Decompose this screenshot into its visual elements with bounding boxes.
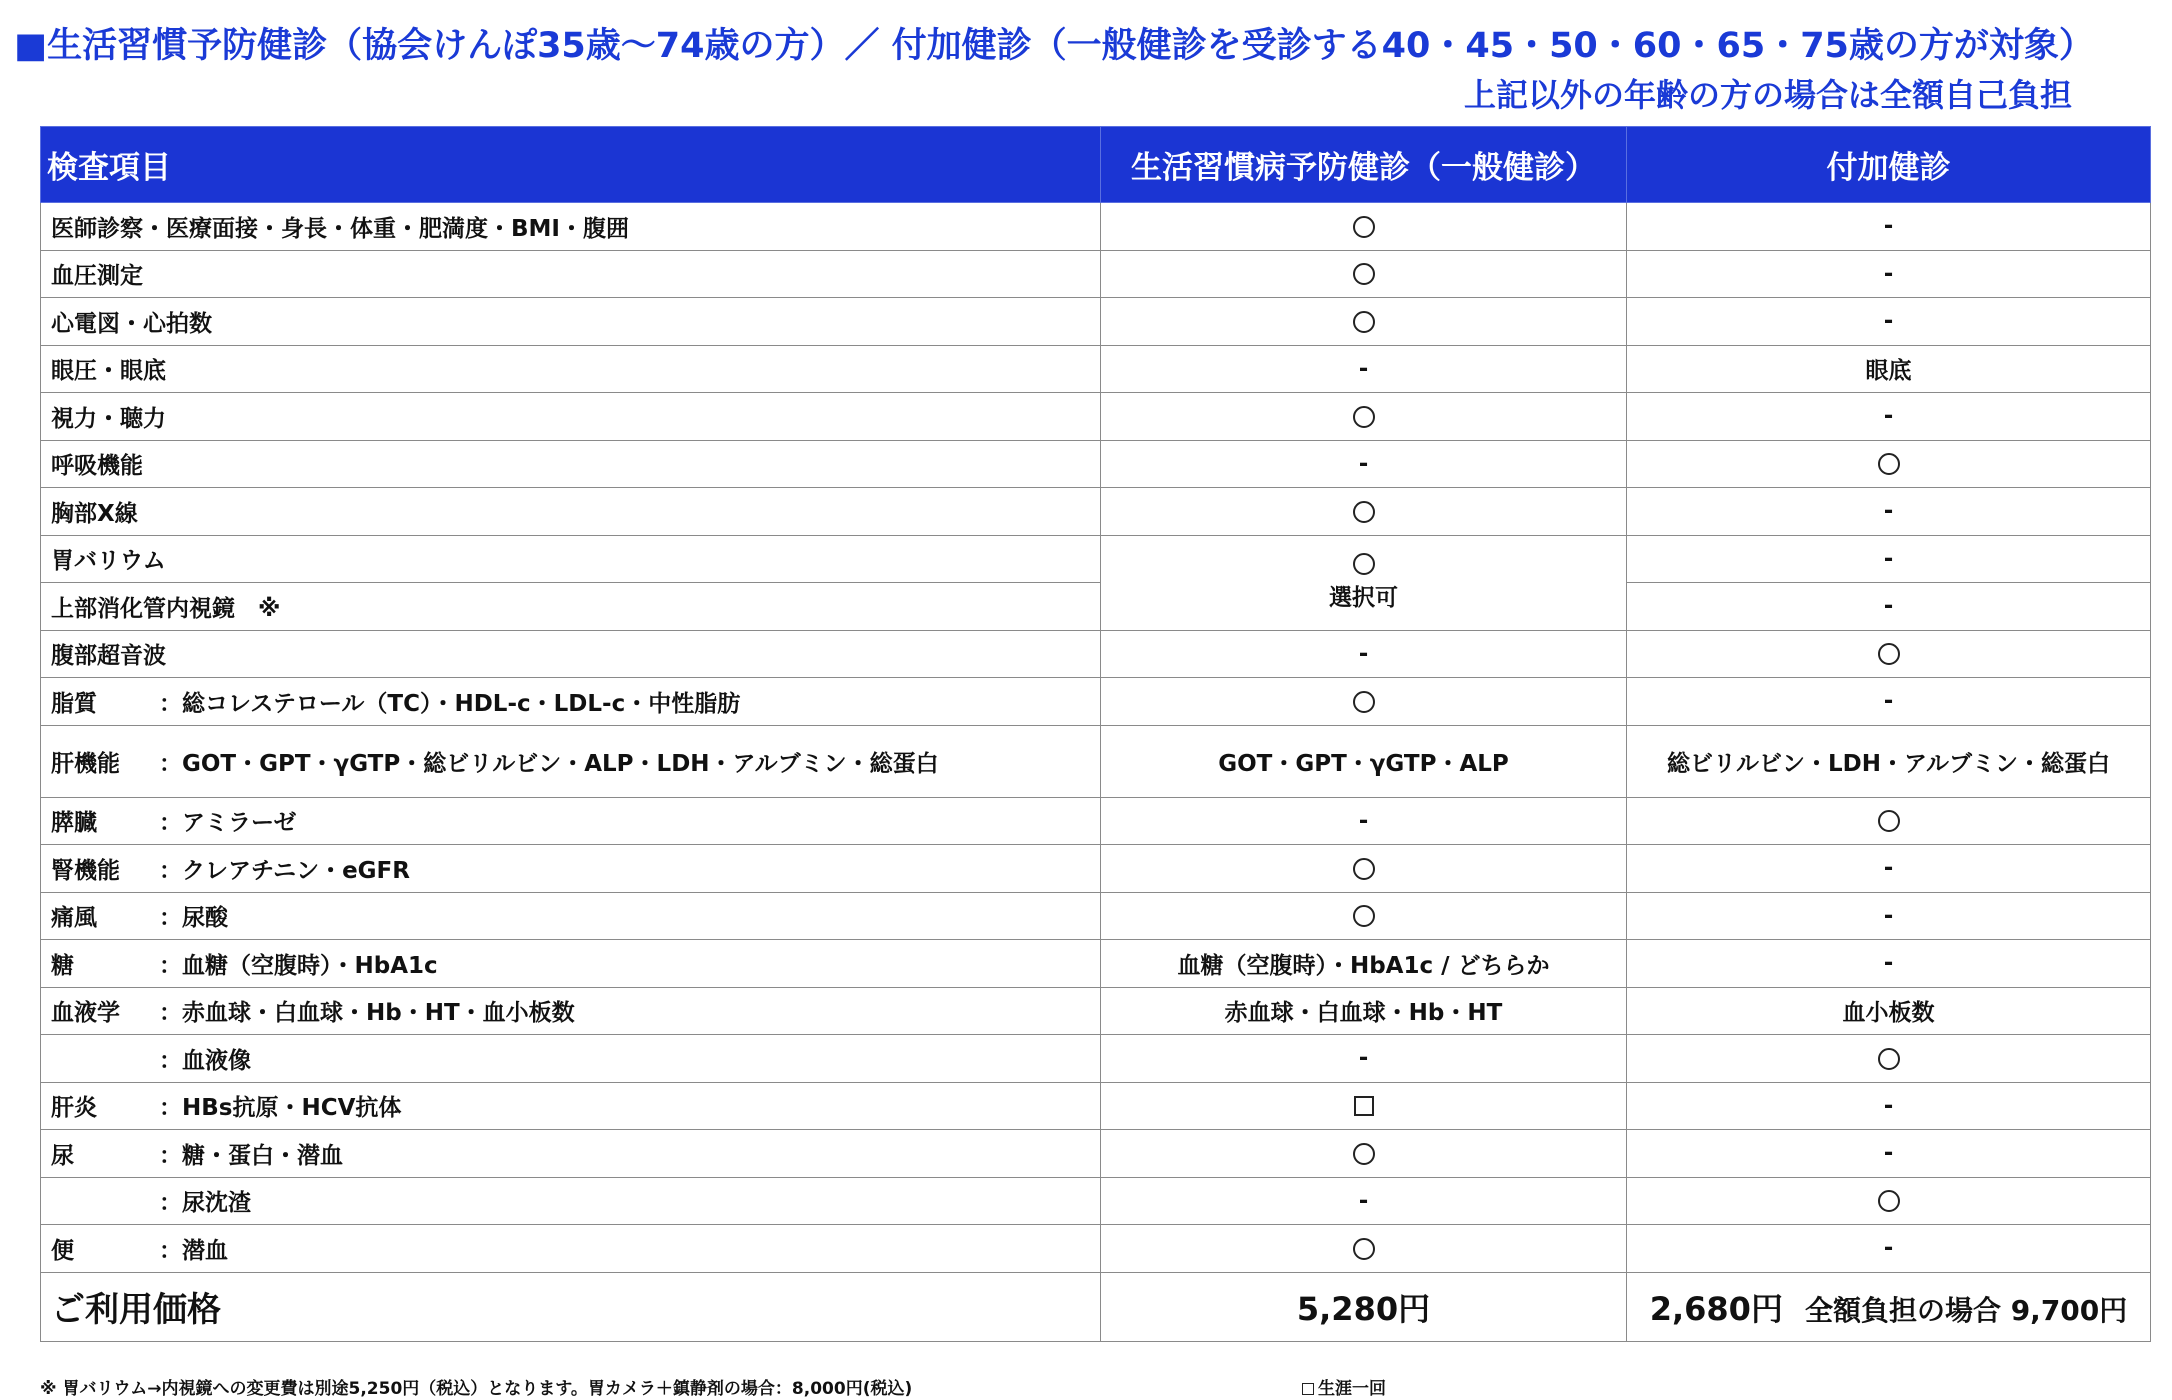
item-category: 呼吸機能 [51, 453, 143, 480]
item-cell [41, 1035, 1101, 1083]
legend [1302, 1374, 1386, 1399]
selectable-note: 選択可 [1329, 585, 1398, 611]
general-cell [1101, 250, 1627, 298]
table-row [41, 250, 2151, 298]
table-row [41, 940, 2151, 988]
item-detail: ：糖・蛋白・潜血 [159, 1142, 343, 1169]
circle-icon [1353, 691, 1375, 713]
item-category: 医師診察・医療面接・身長・体重・肥満度・BMI・腹囲 [51, 215, 629, 242]
table-row [41, 797, 2151, 845]
item-category: 尿 [51, 1142, 74, 1169]
table-row [41, 203, 2151, 251]
cell-text: - [1358, 355, 1369, 382]
general-cell [1101, 393, 1627, 441]
general-cell [1101, 440, 1627, 488]
circle-icon [1353, 501, 1375, 523]
price-label: ご利用価格 [51, 1290, 221, 1330]
cell-text: - [1883, 545, 1894, 572]
cell-text: - [1883, 1092, 1894, 1119]
cell-text: - [1358, 640, 1369, 667]
additional-cell [1627, 583, 2151, 631]
item-category: 上部消化管内視鏡 ※ [51, 595, 281, 622]
additional-cell [1627, 203, 2151, 251]
general-cell [1101, 488, 1627, 536]
general-cell [1101, 1082, 1627, 1130]
item-category: 便 [51, 1237, 74, 1264]
item-cell [41, 393, 1101, 441]
item-cell [41, 940, 1101, 988]
item-category: 痛風 [51, 905, 97, 932]
header-item: 検査項目 [41, 127, 1101, 203]
cell-text: - [1883, 213, 1894, 240]
general-cell [1101, 797, 1627, 845]
price-label-cell [41, 1272, 1101, 1341]
item-cell [41, 797, 1101, 845]
header-additional: 付加健診 [1627, 127, 2151, 203]
circle-icon [1878, 1048, 1900, 1070]
cell-text: 総ビリルビン・LDH・アルブミン・総蛋白 [1666, 750, 2111, 777]
table-row [41, 393, 2151, 441]
item-cell [41, 345, 1101, 393]
general-cell [1101, 345, 1627, 393]
item-detail: ：血液像 [159, 1047, 251, 1074]
additional-cell [1627, 725, 2151, 797]
cell-text: - [1883, 260, 1894, 287]
table-row [41, 987, 2151, 1035]
general-cell [1101, 1177, 1627, 1225]
circle-icon [1353, 263, 1375, 285]
item-category: 腎機能 [51, 857, 120, 884]
cell-text: 赤血球・白血球・Hb・HT [1224, 1000, 1503, 1027]
item-cell [41, 1225, 1101, 1273]
additional-cell [1627, 630, 2151, 678]
general-cell [1101, 987, 1627, 1035]
item-cell [41, 630, 1101, 678]
legend-label: 生涯一回 [1318, 1379, 1386, 1399]
table-row [41, 892, 2151, 940]
item-detail: ：赤血球・白血球・Hb・HT・血小板数 [159, 1000, 575, 1027]
table-row [41, 1035, 2151, 1083]
general-cell [1101, 725, 1627, 797]
additional-cell [1627, 845, 2151, 893]
general-cell [1101, 892, 1627, 940]
circle-icon [1878, 810, 1900, 832]
item-detail: ：総コレステロール（TC）・HDL-c・LDL-c・中性脂肪 [159, 690, 741, 717]
circle-icon [1353, 905, 1375, 927]
general-cell [1101, 1035, 1627, 1083]
cell-text: 血糖（空腹時）・HbA1c / どちらか [1177, 952, 1550, 979]
table-row [41, 535, 2151, 583]
item-cell [41, 1177, 1101, 1225]
additional-cell [1627, 1130, 2151, 1178]
additional-cell [1627, 797, 2151, 845]
exam-table [40, 126, 2151, 1342]
additional-cell [1627, 892, 2151, 940]
item-cell [41, 678, 1101, 726]
page-title: ■生活習慣予防健診（協会けんぽ35歳〜74歳の方）／ 付加健診（一般健診を受診する40・45・50・60・65・75歳の方が対象） [14, 26, 2094, 66]
item-category: 心電図・心拍数 [51, 310, 212, 337]
cell-text: - [1883, 593, 1894, 620]
cell-text: - [1883, 855, 1894, 882]
square-icon [1302, 1383, 1314, 1395]
additional-cell [1627, 298, 2151, 346]
general-cell [1101, 845, 1627, 893]
item-detail: ：尿沈渣 [159, 1190, 251, 1217]
additional-cell [1627, 393, 2151, 441]
general-cell [1101, 1130, 1627, 1178]
item-detail: ：HBs抗原・HCV抗体 [159, 1095, 402, 1122]
general-cell [1101, 630, 1627, 678]
price-full-burden: 全額負担の場合 9,700円 [1804, 1293, 2128, 1327]
table-row [41, 845, 2151, 893]
price-additional: 2,680円 [1649, 1289, 1783, 1328]
price-general: 5,280円 [1101, 1272, 1627, 1341]
additional-cell [1627, 678, 2151, 726]
cell-text: 血小板数 [1842, 1000, 1935, 1027]
item-cell [41, 203, 1101, 251]
item-detail: ：アミラーゼ [159, 810, 297, 837]
cell-text: - [1883, 308, 1894, 335]
cell-text: - [1358, 1187, 1369, 1214]
item-detail: ：潜血 [159, 1237, 228, 1264]
cell-text: GOT・GPT・γGTP・ALP [1218, 750, 1509, 777]
circle-icon [1878, 453, 1900, 475]
additional-cell [1627, 940, 2151, 988]
item-cell [41, 987, 1101, 1035]
table-row [41, 345, 2151, 393]
general-cell [1101, 678, 1627, 726]
item-cell [41, 1082, 1101, 1130]
footnote: ※ 胃バリウム→内視鏡への変更費は別途5,250円（税込）となります。胃カメラ＋鎮静剤の場合：8,000円(税込) [40, 1379, 913, 1399]
item-cell [41, 892, 1101, 940]
item-category: 膵臓 [51, 810, 97, 837]
price-row [41, 1272, 2151, 1341]
additional-cell [1627, 440, 2151, 488]
table-row [41, 1225, 2151, 1273]
cell-text: - [1883, 403, 1894, 430]
table-header-row [41, 127, 2151, 203]
item-cell [41, 845, 1101, 893]
additional-cell [1627, 987, 2151, 1035]
item-detail: ：尿酸 [159, 905, 228, 932]
cell-text: - [1358, 450, 1369, 477]
circle-icon [1353, 1238, 1375, 1260]
item-category: 視力・聴力 [51, 405, 166, 432]
square-icon [1354, 1096, 1374, 1116]
table-row [41, 630, 2151, 678]
general-cell [1101, 1225, 1627, 1273]
item-category: 血液学 [51, 1000, 120, 1027]
additional-cell [1627, 488, 2151, 536]
circle-icon [1353, 311, 1375, 333]
cell-text: - [1883, 950, 1894, 977]
item-category: 胸部X線 [51, 500, 138, 527]
additional-cell [1627, 1035, 2151, 1083]
additional-cell [1627, 1082, 2151, 1130]
cell-text: - [1883, 688, 1894, 715]
general-cell [1101, 203, 1627, 251]
item-category: 糖 [51, 952, 74, 979]
additional-cell [1627, 250, 2151, 298]
item-cell [41, 583, 1101, 631]
selectable-group [1101, 553, 1626, 612]
item-cell [41, 440, 1101, 488]
table-row [41, 488, 2151, 536]
item-cell [41, 488, 1101, 536]
cell-text: 眼底 [1865, 358, 1912, 385]
price-additional-cell [1627, 1272, 2151, 1341]
table-body [41, 203, 2151, 1342]
header-general: 生活習慣病予防健診（一般健診） [1101, 127, 1627, 203]
additional-cell [1627, 535, 2151, 583]
cell-text: - [1883, 1140, 1894, 1167]
table-row [41, 1082, 2151, 1130]
table-row [41, 678, 2151, 726]
cell-text: - [1358, 807, 1369, 834]
item-detail: ：血糖（空腹時）・HbA1c [159, 952, 438, 979]
circle-icon [1353, 553, 1375, 575]
cell-text: - [1883, 902, 1894, 929]
cell-text: - [1883, 1235, 1894, 1262]
item-detail: ：GOT・GPT・γGTP・総ビリルビン・ALP・LDH・アルブミン・総蛋白 [159, 750, 939, 777]
table-row [41, 725, 2151, 797]
additional-cell [1627, 345, 2151, 393]
item-category: 脂質 [51, 690, 97, 717]
item-category: 肝機能 [51, 750, 120, 777]
item-cell [41, 250, 1101, 298]
circle-icon [1353, 1143, 1375, 1165]
table-row [41, 440, 2151, 488]
circle-icon [1878, 643, 1900, 665]
cell-text: - [1358, 1045, 1369, 1072]
table-row [41, 1177, 2151, 1225]
general-cell [1101, 940, 1627, 988]
cell-text: - [1883, 498, 1894, 525]
item-category: 腹部超音波 [51, 643, 166, 670]
general-cell [1101, 535, 1627, 630]
circle-icon [1353, 406, 1375, 428]
circle-icon [1353, 858, 1375, 880]
table-row [41, 1130, 2151, 1178]
item-category: 血圧測定 [51, 263, 143, 290]
item-cell [41, 1130, 1101, 1178]
table-row [41, 298, 2151, 346]
additional-cell [1627, 1177, 2151, 1225]
general-cell [1101, 298, 1627, 346]
item-cell [41, 535, 1101, 583]
item-category: 肝炎 [51, 1095, 97, 1122]
circle-icon [1878, 1190, 1900, 1212]
page-subtitle: 上記以外の年齢の方の場合は全額自己負担 [1463, 76, 2072, 114]
item-cell [41, 725, 1101, 797]
circle-icon [1353, 216, 1375, 238]
item-category: 眼圧・眼底 [51, 358, 166, 385]
item-category: 胃バリウム [51, 548, 166, 575]
additional-cell [1627, 1225, 2151, 1273]
item-cell [41, 298, 1101, 346]
table-row [41, 583, 2151, 631]
item-detail: ：クレアチニン・eGFR [159, 857, 410, 884]
